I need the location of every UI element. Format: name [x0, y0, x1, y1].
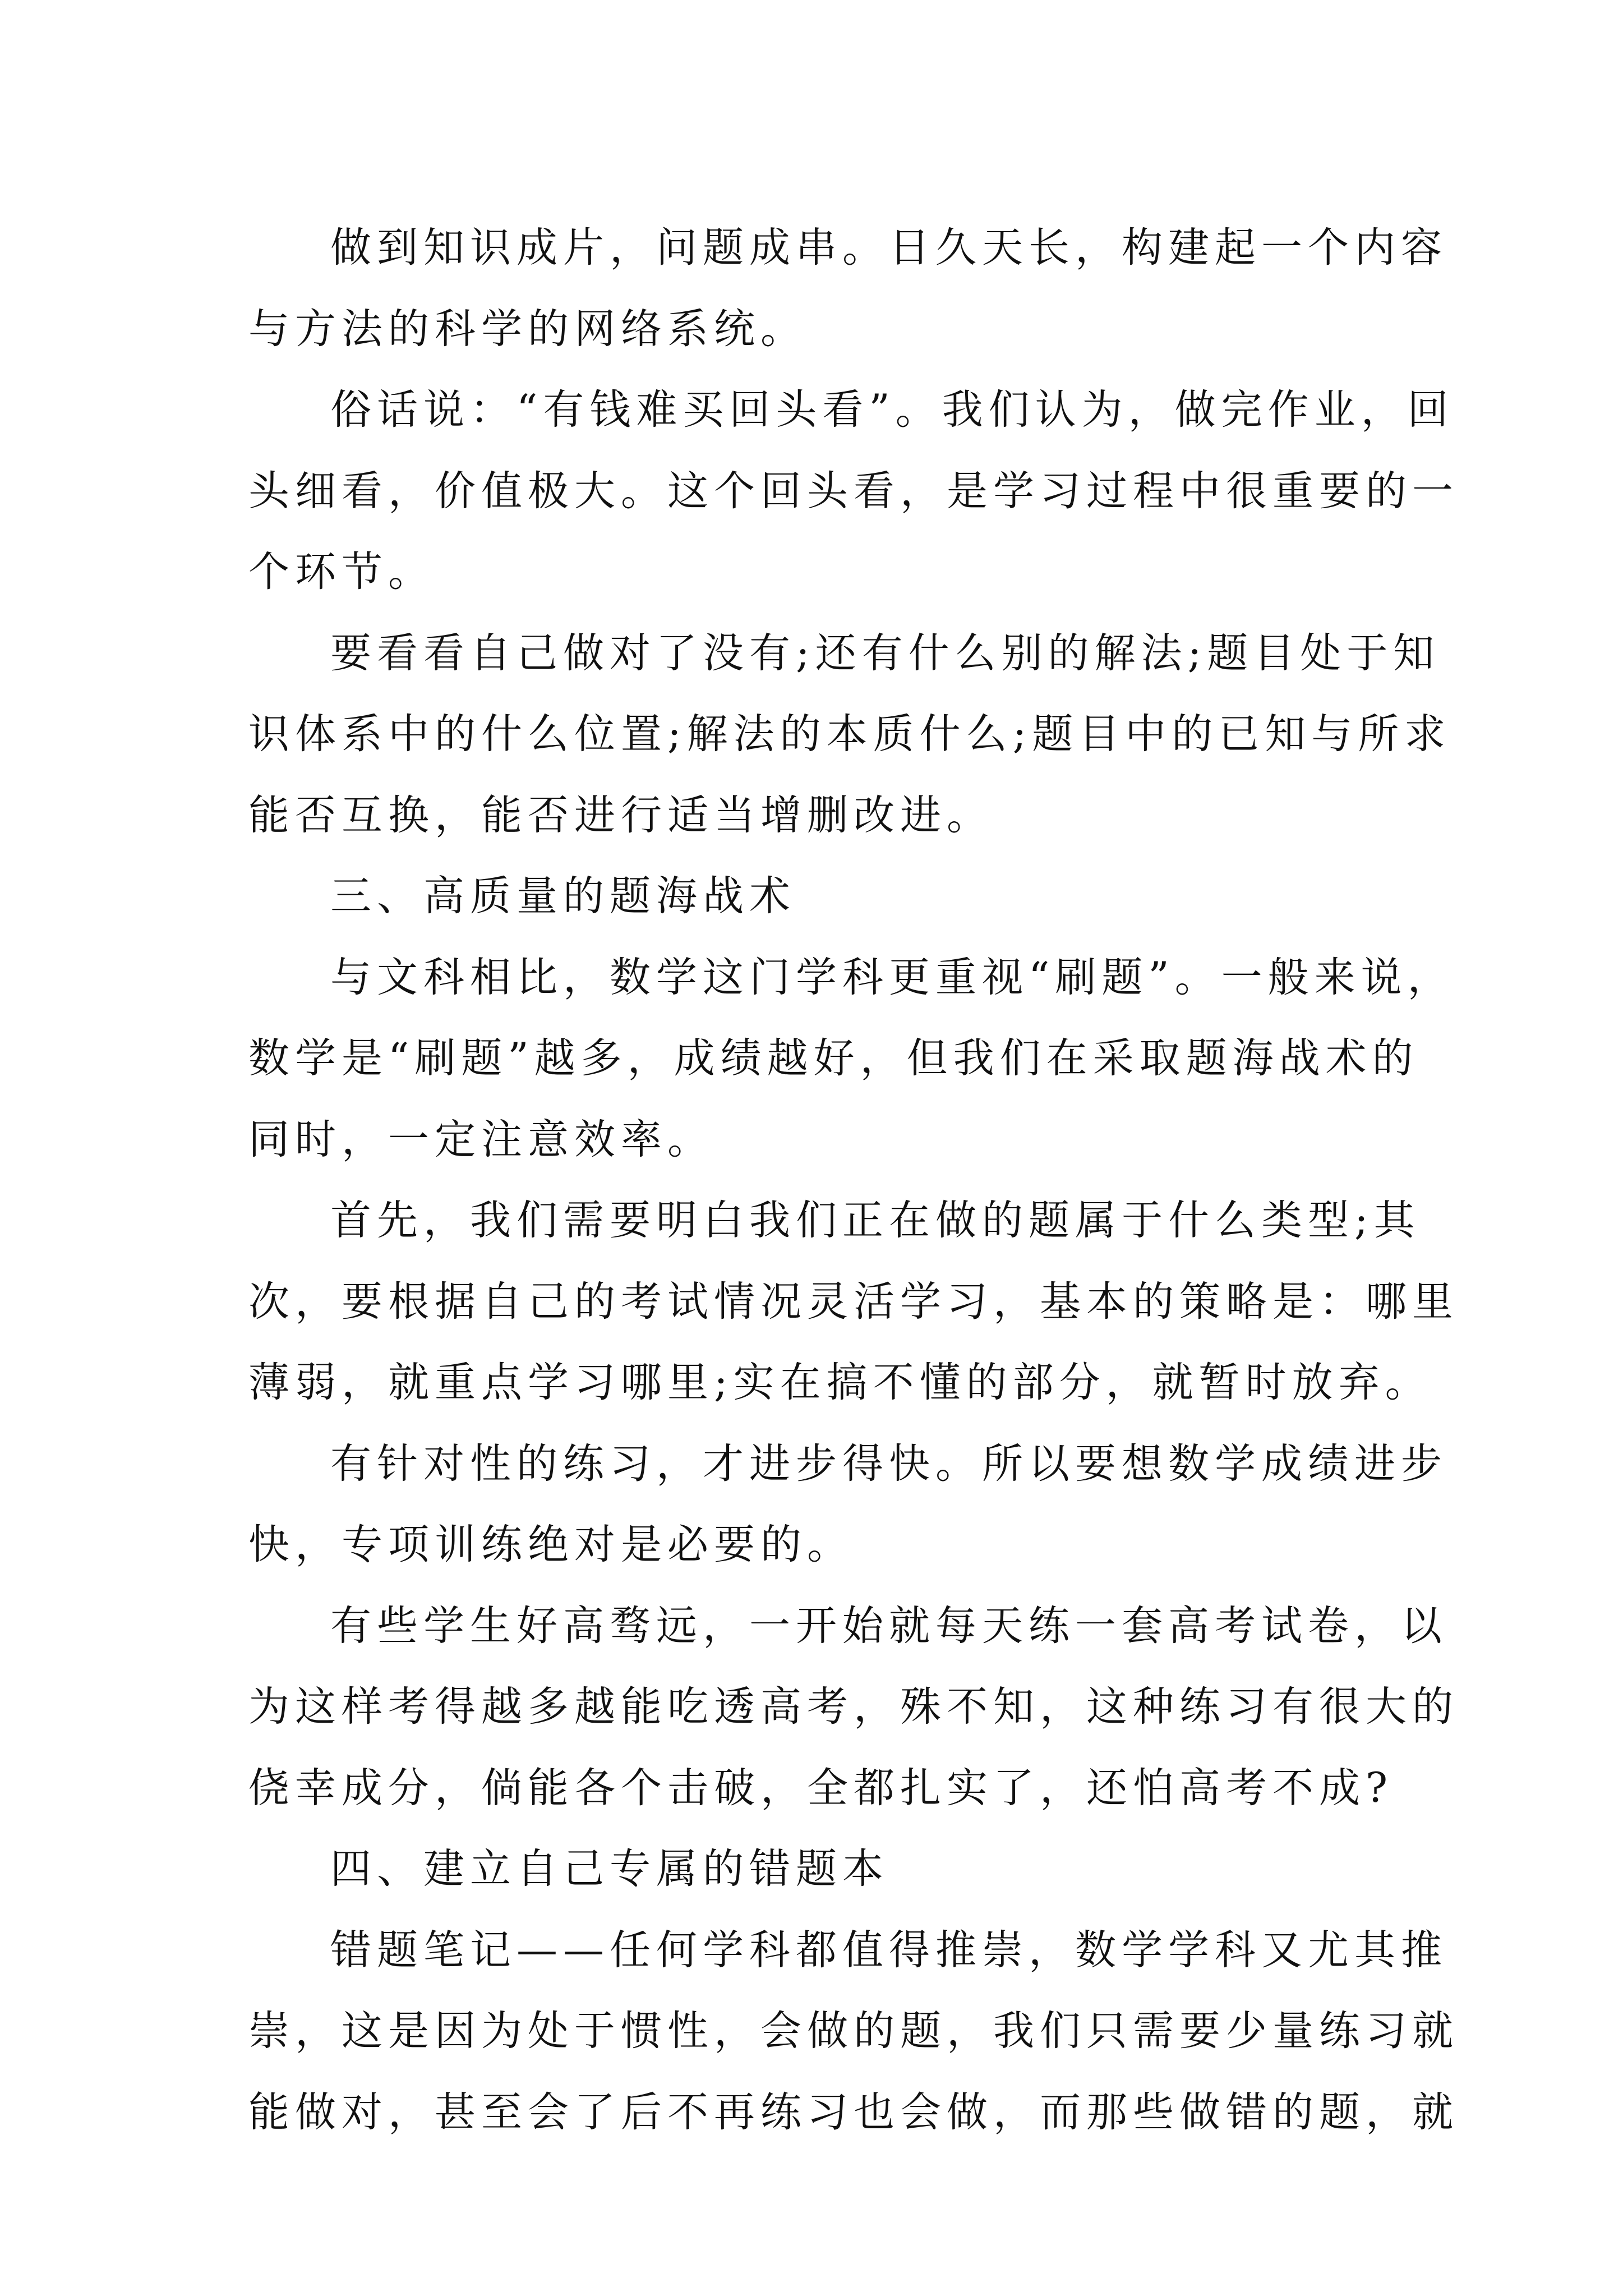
paragraph-first-line: 要看看自己做对了没有;还有什么别的解法;题目处于知	[330, 629, 1440, 677]
text-line: 与方法的科学的网络系统。	[248, 305, 807, 353]
text-line: 识体系中的什么位置;解法的本质什么;题目中的已知与所求	[248, 710, 1451, 758]
text-line: 次，要根据自己的考试情况灵活学习，基本的策略是：哪里	[248, 1277, 1459, 1326]
text-line: 能否互换，能否进行适当增删改进。	[248, 791, 993, 839]
text-line: 能做对，甚至会了后不再练习也会做，而那些做错的题，就	[248, 2088, 1459, 2136]
paragraph-first-line: 与文科相比，数学这门学科更重视“刷题”。一般来说，	[330, 953, 1454, 1001]
paragraph-first-line: 四、建立自己专属的错题本	[330, 1845, 889, 1893]
paragraph-first-line: 首先，我们需要明白我们正在做的题属于什么类型;其	[330, 1197, 1421, 1244]
text-line: 为这样考得越多越能吃透高考，殊不知，这种练习有很大的	[248, 1683, 1459, 1731]
document-body	[248, 208, 1459, 2153]
text-line: 同时，一定注意效率。	[248, 1115, 714, 1163]
text-line: 薄弱，就重点学习哪里;实在搞不懂的部分，就暂时放弃。	[248, 1359, 1432, 1406]
text-line: 侥幸成分，倘能各个击破，全都扎实了，还怕高考不成?	[248, 1764, 1394, 1812]
paragraph-first-line: 三、高质量的题海战术	[330, 872, 796, 920]
text-line: 崇，这是因为处于惯性，会做的题，我们只需要少量练习就	[248, 2007, 1459, 2055]
paragraph-first-line: 有些学生好高骛远，一开始就每天练一套高考试卷，以	[330, 1602, 1447, 1650]
text-line: 快，专项训练绝对是必要的。	[248, 1521, 854, 1568]
text-line: 头细看，价值极大。这个回头看，是学习过程中很重要的一	[248, 467, 1459, 515]
paragraph-first-line: 有针对性的练习，才进步得快。所以要想数学成绩进步	[330, 1439, 1447, 1488]
paragraph-first-line: 错题笔记——任何学科都值得推崇，数学学科又尤其推	[330, 1926, 1447, 1974]
paragraph-first-line: 俗话说：“有钱难买回头看”。我们认为，做完作业，回	[330, 386, 1454, 434]
paragraph-first-line: 做到知识成片，问题成串。日久天长，构建起一个内容	[330, 224, 1447, 272]
text-line: 数学是“刷题”越多，成绩越好，但我们在采取题海战术的	[248, 1034, 1419, 1082]
text-line: 个环节。	[248, 548, 435, 596]
